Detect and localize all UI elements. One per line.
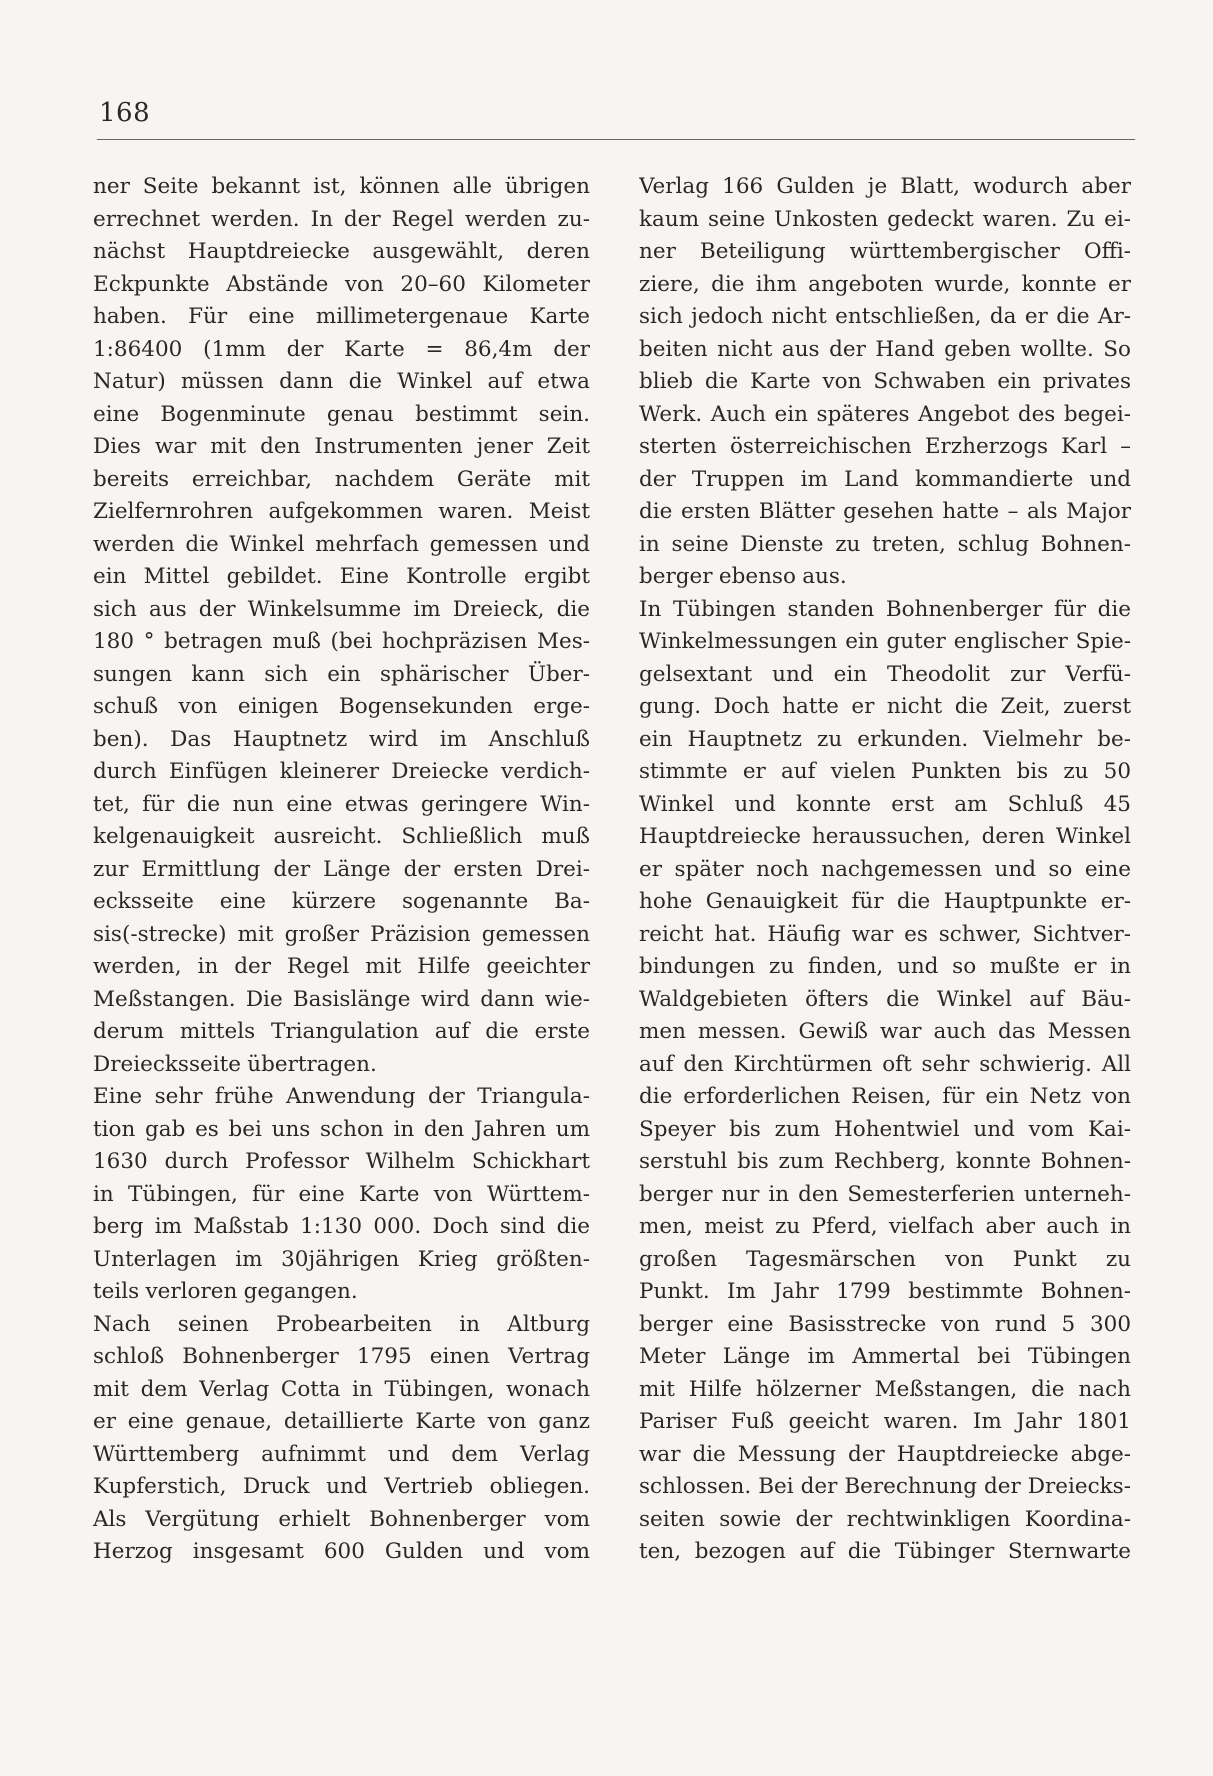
text-line: men messen. Gewiß war auch das Messen: [639, 1019, 1131, 1044]
text-line: Herzog insgesamt 600 Gulden und vom: [93, 1539, 590, 1564]
text-line: die erforderlichen Reisen, für ein Netz von: [639, 1084, 1131, 1109]
text-line: ner Beteiligung württembergischer Offi-: [639, 239, 1131, 264]
text-line: in seine Dienste zu treten, schlug Bohnen-: [639, 531, 1131, 557]
text-line: 1630 durch Professor Wilhelm Schickhart: [93, 1149, 590, 1174]
text-line: er später noch nachgemessen und so eine: [639, 856, 1131, 882]
text-line: ner Seite bekannt ist, können alle übrigen: [93, 174, 590, 199]
right-column: [639, 171, 1131, 1569]
text-line: Waldgebieten öfters die Winkel auf Bäu-: [639, 986, 1131, 1012]
text-line: Meter Länge im Ammertal bei Tübingen: [639, 1344, 1131, 1369]
text-line: In Tübingen standen Bohnenberger für die: [639, 596, 1131, 622]
text-line: Dreiecksseite übertragen.: [93, 1051, 377, 1077]
text-line: teils verloren gegangen.: [93, 1279, 358, 1304]
text-line: Natur) müssen dann die Winkel auf etwa: [93, 369, 590, 394]
text-line: tion gab es bei uns schon in den Jahren um: [93, 1116, 590, 1142]
text-line: werden die Winkel mehrfach gemessen und: [93, 531, 590, 557]
text-line: Zielfernrohren aufgekommen waren. Meist: [93, 499, 590, 524]
text-line: mit Hilfe hölzerner Meßstangen, die nach: [639, 1376, 1131, 1402]
text-line: stimmte er auf vielen Punkten bis zu 50: [639, 759, 1131, 784]
text-line: schuß von einigen Bogensekunden erge-: [93, 694, 590, 719]
text-line: serstuhl bis zum Rechberg, konnte Bohnen-: [639, 1149, 1131, 1174]
text-line: beiten nicht aus der Hand geben wollte. So: [639, 336, 1131, 362]
text-line: haben. Für eine millimetergenaue Karte: [93, 304, 590, 329]
text-line: großen Tagesmärschen von Punkt zu: [639, 1246, 1131, 1272]
text-line: Nach seinen Probearbeiten in Altburg: [93, 1311, 590, 1337]
header-rule: [97, 139, 1135, 140]
text-line: derum mittels Triangulation auf die erste: [93, 1019, 590, 1044]
text-line: kaum seine Unkosten gedeckt waren. Zu ei-: [639, 206, 1131, 232]
text-line: nächst Hauptdreiecke ausgewählt, deren: [93, 239, 590, 264]
text-line: sis(-strecke) mit großer Präzision gemessen: [93, 921, 590, 947]
text-line: war die Messung der Hauptdreiecke abge-: [639, 1441, 1131, 1467]
text-line: gung. Doch hatte er nicht die Zeit, zuerst: [639, 694, 1131, 719]
text-line: berger nur in den Semesterferien unterneh-: [639, 1181, 1131, 1207]
text-line: Eckpunkte Abstände von 20–60 Kilometer: [93, 271, 590, 297]
text-line: Eine sehr frühe Anwendung der Triangula-: [93, 1084, 590, 1109]
text-line: Hauptdreiecke heraussuchen, deren Winkel: [639, 824, 1131, 849]
text-line: ein Hauptnetz zu erkunden. Vielmehr be-: [639, 726, 1131, 752]
text-line: bereits erreichbar, nachdem Geräte mit: [93, 466, 590, 492]
text-line: ziere, die ihm angeboten wurde, konnte er: [639, 271, 1131, 297]
text-line: Unterlagen im 30jährigen Krieg größten-: [93, 1246, 590, 1272]
text-line: Kupferstich, Druck und Vertrieb obliegen.: [93, 1474, 590, 1499]
text-line: berg im Maßstab 1:130 000. Doch sind die: [93, 1214, 590, 1239]
text-line: tet, für die nun eine etwas geringere Win-: [93, 791, 590, 817]
text-line: errechnet werden. In der Regel werden zu-: [93, 206, 590, 232]
text-line: durch Einfügen kleinerer Dreiecke verdich-: [93, 759, 590, 784]
text-line: mit dem Verlag Cotta in Tübingen, wonach: [93, 1376, 590, 1402]
text-line: Pariser Fuß geeicht waren. Im Jahr 1801: [639, 1409, 1131, 1434]
text-line: Speyer bis zum Hohentwiel und vom Kai-: [639, 1116, 1131, 1142]
text-line: Verlag 166 Gulden je Blatt, wodurch aber: [639, 174, 1131, 199]
text-line: ben). Das Hauptnetz wird im Anschluß: [93, 726, 590, 752]
text-line: berger ebenso aus.: [639, 564, 847, 589]
text-line: Winkel und konnte erst am Schluß 45: [639, 791, 1131, 817]
text-line: gelsextant und ein Theodolit zur Verfü-: [639, 661, 1131, 687]
text-line: zur Ermittlung der Länge der ersten Drei-: [93, 856, 590, 882]
text-line: Meßstangen. Die Basislänge wird dann wie-: [93, 986, 590, 1012]
text-line: Württemberg aufnimmt und dem Verlag: [93, 1441, 590, 1467]
text-line: ecksseite eine kürzere sogenannte Ba-: [93, 889, 590, 914]
text-line: ten, bezogen auf die Tübinger Sternwarte: [639, 1539, 1131, 1564]
text-line: Dies war mit den Instrumenten jener Zeit: [93, 434, 590, 459]
text-line: sich jedoch nicht entschließen, da er die Ar-: [639, 304, 1131, 329]
text-line: Als Vergütung erhielt Bohnenberger vom: [93, 1506, 590, 1532]
text-line: reicht hat. Häufig war es schwer, Sichtver-: [639, 921, 1131, 947]
text-line: sterten österreichischen Erzherzogs Karl –: [639, 434, 1131, 459]
text-line: kelgenauigkeit ausreicht. Schließlich muß: [93, 824, 590, 849]
text-line: eine Bogenminute genau bestimmt sein.: [93, 401, 590, 427]
left-column: [93, 171, 590, 1569]
text-line: bindungen zu finden, und so mußte er in: [639, 954, 1131, 979]
text-line: Winkelmessungen ein guter englischer Spie-: [639, 629, 1131, 654]
text-line: schloß Bohnenberger 1795 einen Vertrag: [93, 1344, 590, 1369]
text-line: werden, in der Regel mit Hilfe geeichter: [93, 954, 590, 979]
text-line: 1:86400 (1mm der Karte = 86,4m der: [93, 336, 590, 362]
page-number: 168: [99, 98, 151, 128]
text-line: die ersten Blätter gesehen hatte – als Major: [639, 499, 1131, 524]
text-line: sich aus der Winkelsumme im Dreieck, die: [93, 596, 590, 622]
text-line: blieb die Karte von Schwaben ein privates: [639, 369, 1131, 394]
text-line: sungen kann sich ein sphärischer Über-: [93, 661, 590, 687]
text-line: seiten sowie der rechtwinkligen Koordina-: [639, 1506, 1131, 1532]
text-line: berger eine Basisstrecke von rund 5 300: [639, 1311, 1131, 1337]
text-line: schlossen. Bei der Berechnung der Dreiecks-: [639, 1474, 1131, 1499]
text-line: Werk. Auch ein späteres Angebot des begei-: [639, 401, 1131, 427]
text-line: Punkt. Im Jahr 1799 bestimmte Bohnen-: [639, 1279, 1131, 1304]
text-line: auf den Kirchtürmen oft sehr schwierig. All: [639, 1051, 1131, 1077]
text-line: 180 ° betragen muß (bei hochpräzisen Mes-: [93, 629, 590, 654]
text-line: der Truppen im Land kommandierte und: [639, 466, 1131, 492]
text-line: er eine genaue, detaillierte Karte von ganz: [93, 1409, 590, 1434]
text-line: men, meist zu Pferd, vielfach aber auch in: [639, 1214, 1131, 1239]
text-line: ein Mittel gebildet. Eine Kontrolle ergibt: [93, 564, 590, 589]
text-line: hohe Genauigkeit für die Hauptpunkte er-: [639, 889, 1131, 914]
text-line: in Tübingen, für eine Karte von Württem-: [93, 1181, 590, 1207]
